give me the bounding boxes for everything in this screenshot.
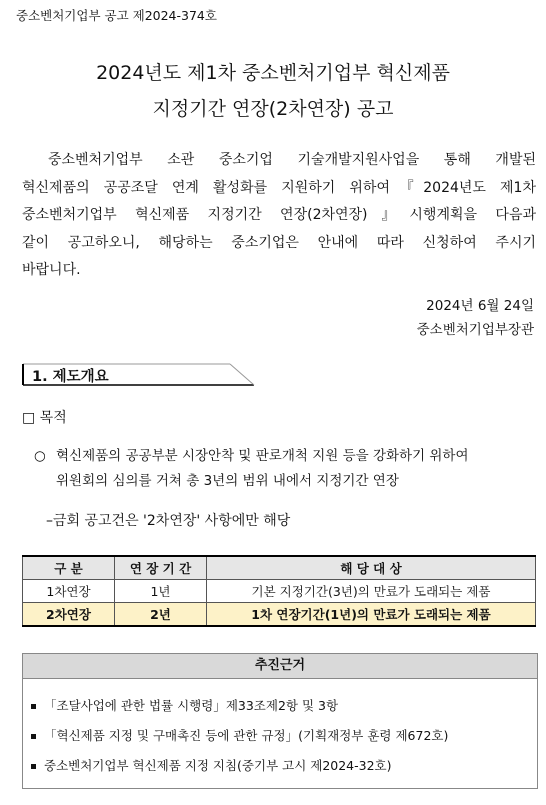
list-item — [31, 726, 448, 744]
table-header-row — [23, 556, 536, 580]
list-item — [31, 696, 338, 714]
notice-number: 중소벤처기업부 공고 제2024-374호 — [16, 8, 217, 23]
legal-basis-title: 추진근거 — [23, 654, 537, 679]
title-line-1: 2024년도 제1차 중소벤처기업부 혁신제품 — [96, 62, 450, 84]
body-line: 중소벤처기업부 혁신제품 지정기간 연장(2차연장)』시행계획을 다음과 — [22, 207, 536, 223]
purpose-label: □ 목적 — [22, 410, 67, 426]
bullet-line: 위원회의 심의를 거쳐 총 3년의 범위 내에서 지정기간 연장 — [56, 473, 399, 489]
body-line: 같이 공고하오니, 해당하는 중소기업은 안내에 따라 신청하여 주시기 — [22, 234, 536, 251]
section-title: 1. 제도개요 — [32, 369, 109, 385]
square-bullet-icon — [31, 734, 36, 739]
table-header: 구 분 — [23, 556, 115, 580]
table-cell: 1차연장 — [23, 580, 115, 603]
note: –금회 공고건은 '2차연장' 사항에만 해당 — [46, 513, 291, 529]
circle-bullet-icon: ○ — [34, 448, 46, 464]
table-cell: 1차 연장기간(1년)의 만료가 도래되는 제품 — [207, 603, 536, 627]
table-cell: 2차연장 — [23, 603, 115, 627]
legal-basis-box — [22, 653, 538, 789]
table-cell: 1년 — [115, 580, 207, 603]
body-line: 혁신제품의 공공조달 연계 활성화를 지원하기 위하여『2024년도 제1차 — [22, 179, 536, 196]
issuer: 중소벤처기업부장관 — [416, 322, 534, 338]
table-cell: 2년 — [115, 603, 207, 627]
table-header: 연 장 기 간 — [115, 556, 207, 580]
square-bullet-icon — [31, 764, 36, 769]
announcement-body — [22, 147, 536, 285]
table-row — [23, 580, 536, 603]
list-item — [31, 756, 392, 774]
table-row-highlighted — [23, 603, 536, 627]
announcement-date: 2024년 6월 24일 — [426, 298, 534, 314]
body-line: 바랍니다. — [22, 262, 81, 278]
bullet-line: 혁신제품의 공공부분 시장안착 및 판로개척 지원 등을 강화하기 위하여 — [56, 448, 469, 464]
list-item-text: 「조달사업에 관한 법률 시행령」제33조제2항 및 3항 — [44, 698, 339, 713]
body-line: 중소벤처기업부 소관 중소기업 기술개발지원사업을 통해 개발된 — [48, 152, 536, 168]
table-cell: 기본 지정기간(3년)의 만료가 도래되는 제품 — [207, 580, 536, 603]
list-item-text: 중소벤처기업부 혁신제품 지정 지침(중기부 고시 제2024-32호) — [44, 758, 392, 773]
square-bullet-icon — [31, 704, 36, 709]
bullet-text — [56, 444, 536, 494]
list-item-text: 「혁신제품 지정 및 구매촉진 등에 관한 규정」(기획재정부 훈령 제672호) — [44, 728, 449, 743]
section-heading — [22, 363, 254, 385]
title-line-2: 지정기간 연장(2차연장) 공고 — [152, 98, 394, 120]
extension-table — [22, 555, 536, 627]
table-header: 해 당 대 상 — [207, 556, 536, 580]
